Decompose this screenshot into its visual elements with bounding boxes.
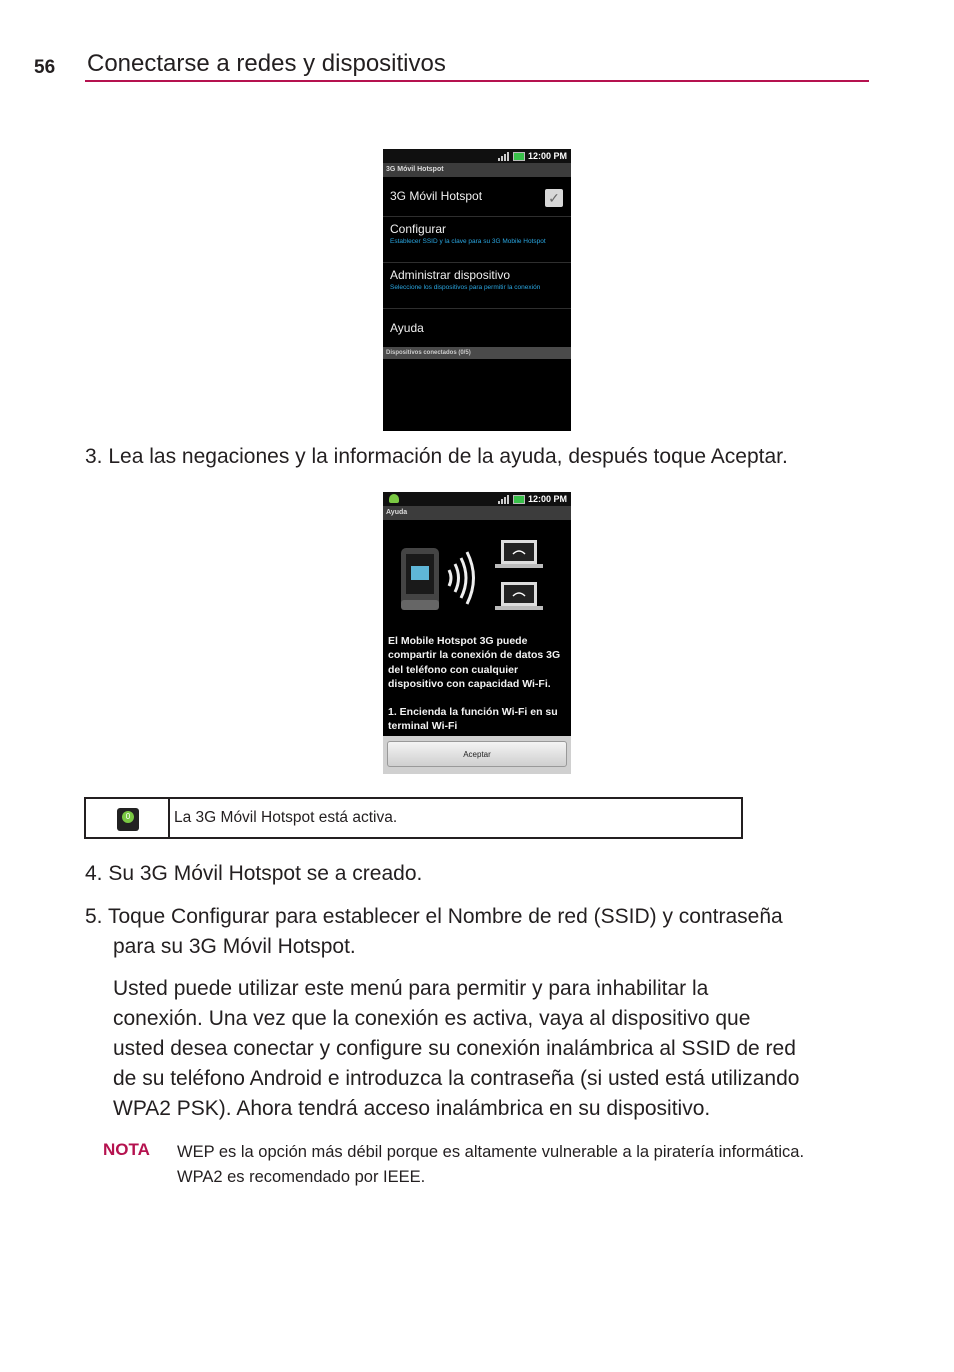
settings-item-label: 3G Móvil Hotspot: [390, 189, 483, 203]
paragraph-line: Usted puede utilizar este menú para permitir y para inhabilitar la: [113, 977, 709, 1000]
settings-item-label: Ayuda: [390, 321, 424, 335]
step-keyword: Aceptar: [710, 445, 782, 468]
phone-screenshot-help: [383, 492, 571, 774]
settings-item-label: Configurar: [390, 222, 447, 236]
notification-text: La 3G Móvil Hotspot está activa.: [174, 809, 398, 826]
note-text: [177, 1140, 857, 1190]
screen-title: Ayuda: [383, 506, 571, 520]
step-5-line-2: para su 3G Móvil Hotspot.: [113, 935, 356, 958]
paragraph-line: usted desea conectar y configure su conexión inalámbrica al SSID de red: [113, 1037, 796, 1060]
checkbox-checked-icon[interactable]: ✓: [545, 189, 563, 207]
settings-item-hotspot-toggle[interactable]: [383, 177, 571, 217]
notification-icon-cell: [86, 799, 170, 837]
note-line: WPA2 es recomendado por IEEE.: [177, 1168, 426, 1186]
status-bar: [383, 149, 571, 163]
step-4: [85, 859, 422, 889]
step-number: 5.: [85, 905, 103, 928]
paragraph-line: de su teléfono Android e introduzca la contraseña (si usted está utilizando: [113, 1067, 800, 1090]
section-title: Conectarse a redes y dispositivos: [87, 50, 446, 77]
note-line: WEP es la opción más débil porque es altamente vulnerable a la piratería informática.: [177, 1143, 805, 1161]
connected-devices-header: Dispositivos conectados (0/5): [383, 347, 571, 359]
wifi-waves-icon: [449, 552, 474, 604]
notification-table: [84, 797, 743, 839]
title-divider: [85, 80, 869, 82]
step-text: para establecer el Nombre de red (SSID) y contraseña: [269, 905, 783, 928]
signal-icon: [498, 494, 510, 504]
status-bar: [383, 492, 571, 506]
step-5: [85, 902, 885, 932]
status-time: 12:00 PM: [527, 151, 567, 161]
battery-icon: [513, 495, 525, 504]
settings-item-label: Administrar dispositivo: [390, 268, 511, 282]
android-notification-icon: [389, 494, 399, 503]
laptop-icon: [495, 582, 543, 610]
step-keyword: Configurar: [171, 905, 270, 928]
step-5-paragraph: [113, 974, 893, 1124]
settings-item-ayuda[interactable]: [383, 309, 571, 347]
hotspot-illustration: [397, 532, 557, 622]
step-text: Su 3G Móvil Hotspot se a creado.: [108, 862, 423, 885]
settings-item-configurar[interactable]: [383, 217, 571, 263]
status-time: 12:00 PM: [527, 494, 567, 504]
paragraph-line: WPA2 PSK). Ahora tendrá acceso inalámbrica en su dispositivo.: [113, 1097, 711, 1120]
hotspot-badge: 0: [122, 811, 134, 823]
laptop-icon: [495, 540, 543, 568]
paragraph-line: conexión. Una vez que la conexión es activa, vaya al dispositivo que: [113, 1007, 751, 1030]
help-paragraph: El Mobile Hotspot 3G puede compartir la conexión de datos 3G del teléfono con cualquier dispositivo con capacidad Wi-Fi.: [388, 635, 561, 691]
step-number: 3.: [85, 445, 103, 468]
battery-icon: [513, 152, 525, 161]
step-text: Toque: [107, 905, 172, 928]
phone-screenshot-hotspot-settings: [383, 149, 571, 431]
hotspot-active-icon: [117, 808, 139, 831]
settings-item-description: Establecer SSID y la clave para su 3G Mobile Hotspot: [390, 238, 546, 245]
page-number: 56: [34, 57, 56, 78]
step-text: Lea las negaciones y la información de la ayuda, después toque: [108, 445, 711, 468]
step-end: .: [782, 445, 788, 468]
step-number: 4.: [85, 862, 103, 885]
note-label: NOTA: [103, 1140, 150, 1159]
accept-button[interactable]: Aceptar: [387, 741, 567, 767]
settings-item-administrar[interactable]: [383, 263, 571, 309]
screen-title: 3G Móvil Hotspot: [383, 163, 571, 177]
button-bar: [383, 736, 571, 774]
settings-item-description: Seleccione los dispositivos para permitir la conexión: [390, 284, 541, 291]
help-step: 1. Encienda la función Wi-Fi en su terminal Wi-Fi: [388, 705, 558, 733]
signal-icon: [498, 151, 510, 161]
help-text: [388, 634, 571, 733]
step-3: [85, 442, 885, 472]
phone-icon: [401, 548, 439, 610]
